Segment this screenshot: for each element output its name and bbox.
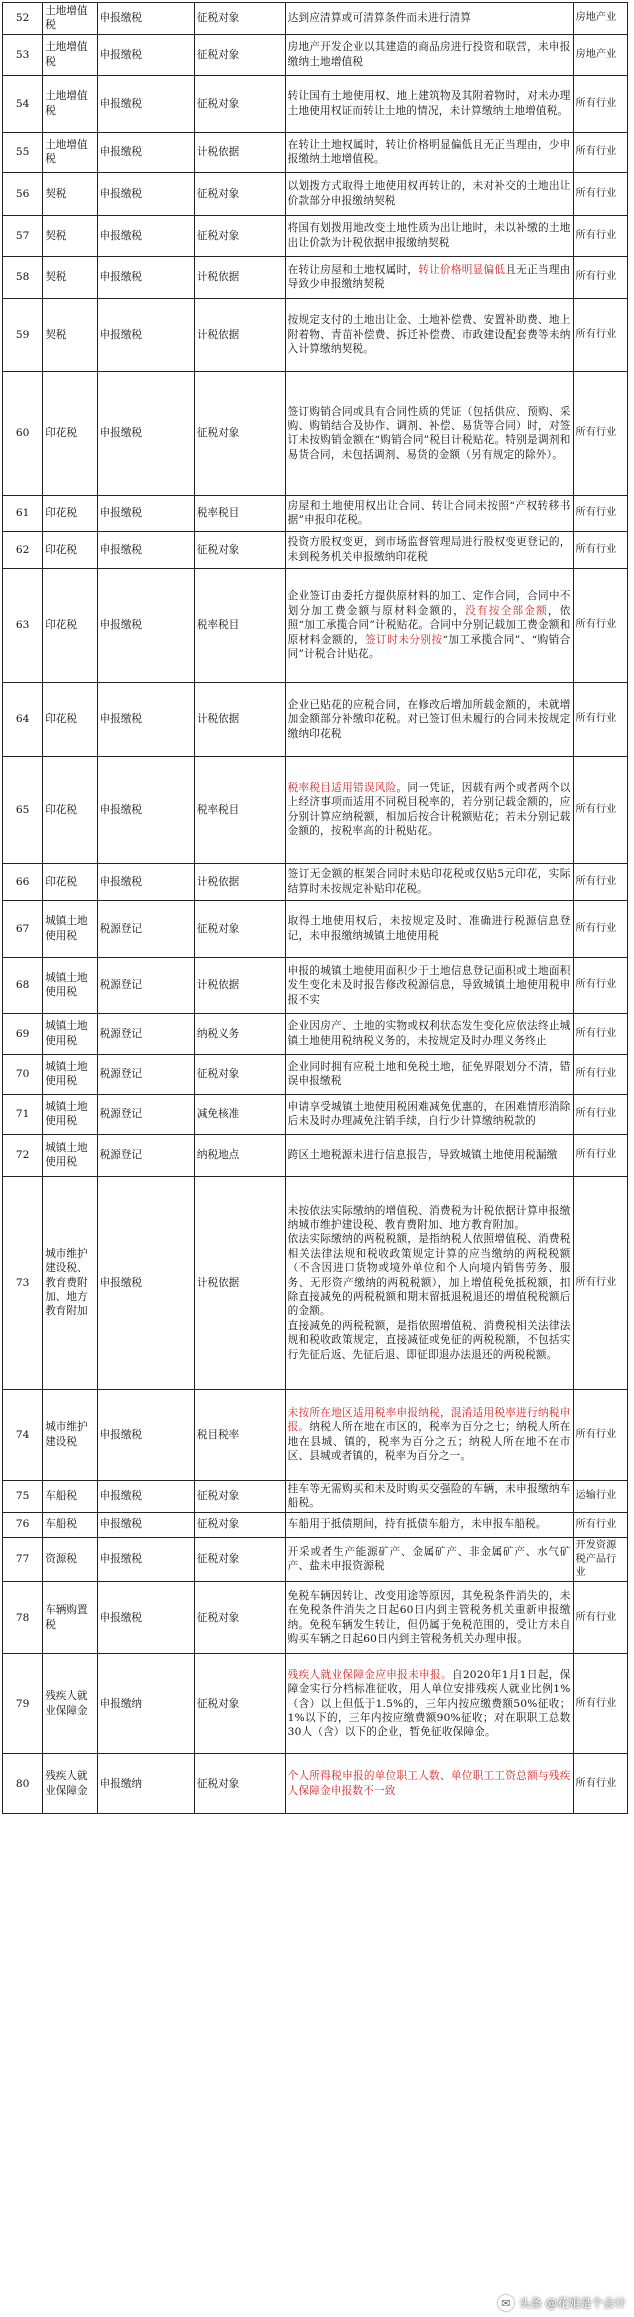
industry-cell: 开发资源税产品行业	[573, 1537, 627, 1582]
stage-cell: 税源登记	[97, 900, 194, 957]
description-text: 转让国有土地使用权、地上建筑物及其附着物时，对未办理土地使用权证而转让土地的情况，未计算缴纳土地增值税。	[287, 90, 571, 117]
row-number-cell: 73	[3, 1176, 43, 1389]
risk-description-cell	[285, 1537, 573, 1582]
industry-cell: 所有行业	[573, 495, 627, 531]
stage-cell: 税源登记	[97, 1054, 194, 1094]
risk-category-cell: 计税依据	[194, 298, 285, 371]
risk-category-cell: 征税对象	[194, 1754, 285, 1814]
highlighted-text: 转让价格明显偏低	[418, 263, 506, 276]
stage-cell: 申报缴税	[97, 531, 194, 568]
stage-cell: 申报缴税	[97, 215, 194, 256]
risk-description-cell	[285, 531, 573, 568]
stage-cell: 申报缴税	[97, 371, 194, 495]
description-text: 在转让土地权属时，转让价格明显偏低且无正当理由，少申报缴纳土地增值税。	[287, 138, 571, 166]
tax-risk-table	[2, 2, 628, 1814]
stage-cell: 申报缴税	[97, 1480, 194, 1512]
industry-cell: 所有行业	[573, 863, 627, 900]
tax-type-cell: 土地增值税	[43, 34, 97, 75]
risk-category-cell: 征税对象	[194, 1654, 285, 1754]
table-row	[3, 1094, 628, 1134]
stage-cell: 申报缴税	[97, 863, 194, 900]
row-number-cell: 52	[3, 3, 43, 35]
stage-cell: 申报缴税	[97, 298, 194, 371]
industry-cell: 所有行业	[573, 371, 627, 495]
stage-cell: 申报缴税	[97, 756, 194, 863]
description-text: 。同一凭证，因载有两个或者两个以上经济事项而适用不同税目税率的，若分别记载金额的，应分别计算应纳税额，相加后按合计税额贴花；若未分别记载金额的，按税率高的计税贴花。	[287, 782, 571, 838]
table-row	[3, 1537, 628, 1582]
row-number-cell: 60	[3, 371, 43, 495]
stage-cell: 申报缴税	[97, 75, 194, 132]
risk-description-cell	[285, 371, 573, 495]
risk-description-cell	[285, 957, 573, 1013]
table-row	[3, 1176, 628, 1389]
description-text: 自2020年1月1日起，保障金实行分档标准征收，用人单位安排残疾人就业比例1%（含）以上但低于1.5%的，三年内按应缴费额50%征收；1%以下的，三年内按应缴费额90%征收；对在职职工总数30人（含）以下的企业，暂免征收保障金。	[287, 1668, 571, 1739]
risk-description-cell	[285, 172, 573, 215]
risk-category-cell: 征税对象	[194, 1054, 285, 1094]
stage-cell: 申报缴税	[97, 495, 194, 531]
risk-description-cell	[285, 1754, 573, 1814]
industry-cell: 所有行业	[573, 1582, 627, 1654]
row-number-cell: 76	[3, 1512, 43, 1537]
risk-description-cell	[285, 568, 573, 682]
stage-cell: 税源登记	[97, 1134, 194, 1176]
description-text: 签订无金额的框架合同时未贴印花税或仅贴5元印花，实际结算时未按规定补贴印花税。	[287, 868, 571, 895]
row-number-cell: 53	[3, 34, 43, 75]
description-text: “加工承揽合同”、“购销合同”计税合计贴花。	[287, 633, 571, 660]
industry-cell: 所有行业	[573, 1754, 627, 1814]
risk-description-cell	[285, 34, 573, 75]
table-row	[3, 298, 628, 371]
risk-category-cell: 征税对象	[194, 1512, 285, 1537]
stage-cell: 申报缴税	[97, 1389, 194, 1480]
description-text: ，依照“加工承揽合同”计税贴花。合同中分别记载加工费金额和原材料金额的，	[287, 604, 571, 646]
industry-cell: 所有行业	[573, 215, 627, 256]
industry-cell: 所有行业	[573, 900, 627, 957]
table-row	[3, 371, 628, 495]
row-number-cell: 57	[3, 215, 43, 256]
stage-cell: 申报缴税	[97, 3, 194, 35]
tax-type-cell: 残疾人就业保障金	[43, 1654, 97, 1754]
table-row	[3, 531, 628, 568]
industry-cell: 所有行业	[573, 1013, 627, 1054]
risk-description-cell	[285, 1134, 573, 1176]
highlighted-text: 税率税目适用错误风险	[287, 782, 397, 794]
stage-cell: 申报缴税	[97, 256, 194, 298]
table-row	[3, 256, 628, 298]
description-text: 申请享受城镇土地使用税困难减免优惠的，在困难情形消除后未及时办理减免注销手续，自行少计算缴纳税款的	[287, 1100, 571, 1128]
description-text: 直接减免的两税税额，是指依照增值税、消费税相关法律法规和税收政策规定，直接减征或免征的两税税额，不包括实行先征后返、先征后退、即征即退办法退还的两税税额。	[287, 1319, 571, 1361]
stage-cell: 申报缴税	[97, 34, 194, 75]
risk-description-cell	[285, 215, 573, 256]
tax-type-cell: 城镇土地使用税	[43, 957, 97, 1013]
row-number-cell: 65	[3, 756, 43, 863]
industry-cell: 房地产业	[573, 34, 627, 75]
risk-category-cell: 税率税目	[194, 756, 285, 863]
industry-cell: 房地产业	[573, 3, 627, 35]
risk-category-cell: 征税对象	[194, 75, 285, 132]
tax-type-cell: 城市维护建设税、教育费附加、地方教育附加	[43, 1176, 97, 1389]
description-text: 纳税人所在地在市区的，税率为百分之七；纳税人所在地在县城、镇的，税率为百分之五；纳税人所在地不在市区、县城或者镇的，税率为百分之一。	[287, 1421, 571, 1463]
row-number-cell: 66	[3, 863, 43, 900]
risk-description-cell	[285, 132, 573, 172]
risk-description-cell	[285, 1480, 573, 1512]
stage-cell: 申报缴税	[97, 172, 194, 215]
stage-cell: 申报缴税	[97, 1512, 194, 1537]
table-row	[3, 1754, 628, 1814]
highlighted-text: 签订时未分别按	[365, 633, 443, 646]
description-text: 挂车等无需购买和未及时购买交强险的车辆，未申报缴纳车船税。	[287, 1482, 571, 1510]
risk-category-cell: 计税依据	[194, 863, 285, 900]
risk-description-cell	[285, 75, 573, 132]
risk-category-cell: 计税依据	[194, 1176, 285, 1389]
industry-cell: 所有行业	[573, 1094, 627, 1134]
description-text: 开采或者生产能源矿产、金属矿产、非金属矿产、水气矿产、盐未申报资源税	[287, 1546, 571, 1573]
stage-cell: 申报缴税	[97, 568, 194, 682]
row-number-cell: 79	[3, 1654, 43, 1754]
tax-type-cell: 车船税	[43, 1480, 97, 1512]
tax-type-cell: 城镇土地使用税	[43, 1013, 97, 1054]
risk-description-cell	[285, 1582, 573, 1654]
highlighted-text: 残疾人就业保障金应申报未申报。	[287, 1668, 452, 1681]
industry-cell: 所有行业	[573, 756, 627, 863]
table-row	[3, 1582, 628, 1654]
table-row	[3, 900, 628, 957]
industry-cell: 运输行业	[573, 1480, 627, 1512]
industry-cell: 所有行业	[573, 1654, 627, 1754]
tax-type-cell: 土地增值税	[43, 3, 97, 35]
risk-category-cell: 征税对象	[194, 900, 285, 957]
stage-cell: 税源登记	[97, 957, 194, 1013]
stage-cell: 申报缴税	[97, 1582, 194, 1654]
description-text: 达到应清算或可清算条件而未进行清算	[287, 12, 472, 25]
description-text: 投资方股权变更，到市场监督管理局进行股权变更登记的，未到税务机关申报缴纳印花税	[287, 536, 571, 563]
stage-cell: 申报缴税	[97, 132, 194, 172]
description-text: 且无正当理由导致少申报缴纳契税	[287, 263, 571, 291]
row-number-cell: 63	[3, 568, 43, 682]
table-row	[3, 1054, 628, 1094]
industry-cell: 所有行业	[573, 1134, 627, 1176]
risk-description-cell	[285, 900, 573, 957]
table-row	[3, 1512, 628, 1537]
risk-description-cell	[285, 1054, 573, 1094]
risk-category-cell: 征税对象	[194, 215, 285, 256]
description-text: 企业因房产、土地的实物或权利状态发生变化应依法终止城镇土地使用税纳税义务的，未按规定及时办理义务终止	[287, 1020, 571, 1047]
risk-description-cell	[285, 863, 573, 900]
industry-cell: 所有行业	[573, 1512, 627, 1537]
table-row	[3, 34, 628, 75]
tax-type-cell: 契税	[43, 172, 97, 215]
row-number-cell: 58	[3, 256, 43, 298]
tax-type-cell: 印花税	[43, 495, 97, 531]
risk-description-cell	[285, 1389, 573, 1480]
description-text: 在转让房屋和土地权属时，	[287, 263, 419, 276]
risk-category-cell: 税率税目	[194, 495, 285, 531]
industry-cell: 所有行业	[573, 1054, 627, 1094]
highlighted-text: 未按所在地区适用税率申报纳税，混淆适用税率进行纳税申报。	[287, 1407, 571, 1434]
table-row	[3, 1134, 628, 1176]
row-number-cell: 77	[3, 1537, 43, 1582]
table-row	[3, 863, 628, 900]
tax-type-cell: 土地增值税	[43, 75, 97, 132]
risk-category-cell: 计税依据	[194, 256, 285, 298]
tax-type-cell: 城镇土地使用税	[43, 900, 97, 957]
risk-category-cell: 征税对象	[194, 371, 285, 495]
industry-cell: 所有行业	[573, 132, 627, 172]
risk-description-cell	[285, 3, 573, 35]
tax-type-cell: 城镇土地使用税	[43, 1134, 97, 1176]
row-number-cell: 75	[3, 1480, 43, 1512]
row-number-cell: 59	[3, 298, 43, 371]
industry-cell: 所有行业	[573, 172, 627, 215]
description-text: 以划拨方式取得土地使用权再转让的，未对补交的土地出让价款部分申报缴纳契税	[287, 180, 571, 207]
table-row	[3, 1654, 628, 1754]
risk-category-cell: 纳税地点	[194, 1134, 285, 1176]
row-number-cell: 74	[3, 1389, 43, 1480]
industry-cell: 所有行业	[573, 298, 627, 371]
stage-cell: 申报缴税	[97, 1176, 194, 1389]
table-row	[3, 1480, 628, 1512]
risk-category-cell: 征税对象	[194, 172, 285, 215]
row-number-cell: 54	[3, 75, 43, 132]
risk-description-cell	[285, 756, 573, 863]
row-number-cell: 80	[3, 1754, 43, 1814]
industry-cell: 所有行业	[573, 568, 627, 682]
risk-description-cell	[285, 1013, 573, 1054]
stage-cell: 申报缴纳	[97, 1654, 194, 1754]
highlighted-text: 没有按全部金额	[465, 604, 548, 617]
table-row	[3, 3, 628, 35]
risk-category-cell: 计税依据	[194, 957, 285, 1013]
description-text: 未按依法实际缴纳的增值税、消费税为计税依据计算申报缴纳城市维护建设税、教育费附加、地方教育附加。	[287, 1204, 571, 1231]
tax-type-cell: 契税	[43, 256, 97, 298]
risk-category-cell: 征税对象	[194, 3, 285, 35]
row-number-cell: 55	[3, 132, 43, 172]
stage-cell: 申报缴税	[97, 682, 194, 756]
description-text: 企业签订由委托方提供原材料的加工、定作合同，合同中不划分加工费金额与原材料金额的，	[287, 590, 571, 617]
tax-type-cell: 城镇土地使用税	[43, 1054, 97, 1094]
risk-category-cell: 税率税目	[194, 568, 285, 682]
industry-cell: 所有行业	[573, 1176, 627, 1389]
row-number-cell: 72	[3, 1134, 43, 1176]
description-text: 将国有划拨用地改变土地性质为出让地时，未以补缴的土地出让价款为计税依据申报缴纳契税	[287, 222, 571, 249]
table-row	[3, 682, 628, 756]
table-row	[3, 495, 628, 531]
risk-description-cell	[285, 298, 573, 371]
tax-type-cell: 印花税	[43, 863, 97, 900]
stage-cell: 申报缴纳	[97, 1754, 194, 1814]
row-number-cell: 61	[3, 495, 43, 531]
risk-category-cell: 税目税率	[194, 1389, 285, 1480]
tax-type-cell: 印花税	[43, 371, 97, 495]
chat-bubble-icon: ✉	[498, 2295, 514, 2311]
row-number-cell: 68	[3, 957, 43, 1013]
risk-description-cell	[285, 1094, 573, 1134]
tax-type-cell: 残疾人就业保障金	[43, 1754, 97, 1814]
industry-cell: 所有行业	[573, 682, 627, 756]
table-row	[3, 215, 628, 256]
description-text: 车船用于抵债期间，持有抵债车船方，未申报车船税。	[287, 1518, 547, 1531]
stage-cell: 申报缴税	[97, 1537, 194, 1582]
tax-type-cell: 车辆购置税	[43, 1582, 97, 1654]
industry-cell: 所有行业	[573, 1389, 627, 1480]
industry-cell: 所有行业	[573, 256, 627, 298]
row-number-cell: 67	[3, 900, 43, 957]
risk-description-cell	[285, 1654, 573, 1754]
tax-type-cell: 契税	[43, 298, 97, 371]
highlighted-text: 个人所得税申报的单位职工人数、单位职工工资总额与残疾人保障金申报数不一致	[287, 1770, 571, 1797]
row-number-cell: 70	[3, 1054, 43, 1094]
description-text: 签订购销合同或具有合同性质的凭证（包括供应、预购、采购、购销结合及协作、调剂、补偿、易货等合同）时，对签订未按购销金额在“购销合同”税目计税贴花。特别是调剂和易货合同，未包括调剂、易货的金额（另有规定的除外）。	[287, 405, 571, 461]
industry-cell: 所有行业	[573, 75, 627, 132]
risk-category-cell: 纳税义务	[194, 1013, 285, 1054]
stage-cell: 税源登记	[97, 1094, 194, 1134]
table-row	[3, 756, 628, 863]
description-text: 房屋和土地使用权出让合同、转让合同未按照“产权转移书据”申报印花税。	[287, 499, 571, 527]
risk-description-cell	[285, 682, 573, 756]
tax-type-cell: 印花税	[43, 682, 97, 756]
industry-cell: 所有行业	[573, 531, 627, 568]
table-row	[3, 132, 628, 172]
tax-type-cell: 城市维护建设税	[43, 1389, 97, 1480]
risk-category-cell: 征税对象	[194, 1582, 285, 1654]
description-text: 企业已贴花的应税合同，在修改后增加所载金额的，未就增加金额部分补缴印花税。对已签订但未履行的合同未按规定缴纳印花税	[287, 698, 571, 740]
risk-category-cell: 征税对象	[194, 1480, 285, 1512]
table-row	[3, 957, 628, 1013]
tax-type-cell: 车船税	[43, 1512, 97, 1537]
risk-category-cell: 征税对象	[194, 531, 285, 568]
table-row	[3, 1013, 628, 1054]
description-text: 依法实际缴纳的两税税额，是指纳税人依照增值税、消费税相关法律法规和税收政策规定计算的应当缴纳的两税税额（不含因进口货物或境外单位和个人向境内销售劳务、服务、无形资产缴纳的两税税额），加上增值税免抵税额，扣除直接减免的两税税额和期末留抵退税退还的增值税税额后的金额。	[287, 1233, 571, 1318]
description-text: 按规定支付的土地出让金、土地补偿费、安置补助费、地上附着物、青苗补偿费、拆迁补偿费、市政建设配套费等未纳入计算缴纳契税。	[287, 314, 571, 356]
tax-type-cell: 契税	[43, 215, 97, 256]
industry-cell: 所有行业	[573, 957, 627, 1013]
row-number-cell: 62	[3, 531, 43, 568]
stage-cell: 税源登记	[97, 1013, 194, 1054]
description-text: 申报的城镇土地使用面积少于土地信息登记面积或土地面积发生变化未及时报告修改税源信息，导致城镇土地使用税申报不实	[287, 964, 571, 1006]
risk-description-cell	[285, 256, 573, 298]
watermark	[498, 2295, 626, 2311]
risk-category-cell: 计税依据	[194, 682, 285, 756]
risk-description-cell	[285, 1176, 573, 1389]
table-row	[3, 172, 628, 215]
tax-type-cell: 印花税	[43, 756, 97, 863]
description-text: 企业同时拥有应税土地和免税土地，征免界限划分不清，错误申报缴税	[287, 1060, 571, 1088]
description-text: 跨区土地税源未进行信息报告，导致城镇土地使用税漏缴	[287, 1149, 558, 1162]
row-number-cell: 64	[3, 682, 43, 756]
table-body	[3, 3, 628, 1814]
description-text: 免税车辆因转让、改变用途等原因，其免税条件消失的，未在免税条件消失之日起60日内到主管税务机关重新申报缴纳。免税车辆发生转让，但仍属于免税范围的，受让方未自购买车辆之日起60日内到主管税务机关办理申报。	[287, 1589, 571, 1646]
table-row	[3, 568, 628, 682]
risk-category-cell: 征税对象	[194, 1537, 285, 1582]
description-text: 房地产开发企业以其建造的商品房进行投资和联营，未申报缴纳土地增值税	[287, 41, 571, 68]
table-row	[3, 1389, 628, 1480]
description-text: 取得土地使用权后，未按规定及时、准确进行税源信息登记，未申报缴纳城镇土地使用税	[287, 915, 571, 942]
tax-type-cell: 印花税	[43, 568, 97, 682]
risk-category-cell: 计税依据	[194, 132, 285, 172]
tax-type-cell: 资源税	[43, 1537, 97, 1582]
row-number-cell: 56	[3, 172, 43, 215]
tax-type-cell: 印花税	[43, 531, 97, 568]
risk-category-cell: 减免核准	[194, 1094, 285, 1134]
risk-category-cell: 征税对象	[194, 34, 285, 75]
row-number-cell: 69	[3, 1013, 43, 1054]
row-number-cell: 71	[3, 1094, 43, 1134]
tax-type-cell: 城镇土地使用税	[43, 1094, 97, 1134]
table-row	[3, 75, 628, 132]
watermark-text: 头条 @花姐是个会计	[518, 2296, 626, 2310]
row-number-cell: 78	[3, 1582, 43, 1654]
risk-description-cell	[285, 1512, 573, 1537]
tax-type-cell: 土地增值税	[43, 132, 97, 172]
risk-description-cell	[285, 495, 573, 531]
